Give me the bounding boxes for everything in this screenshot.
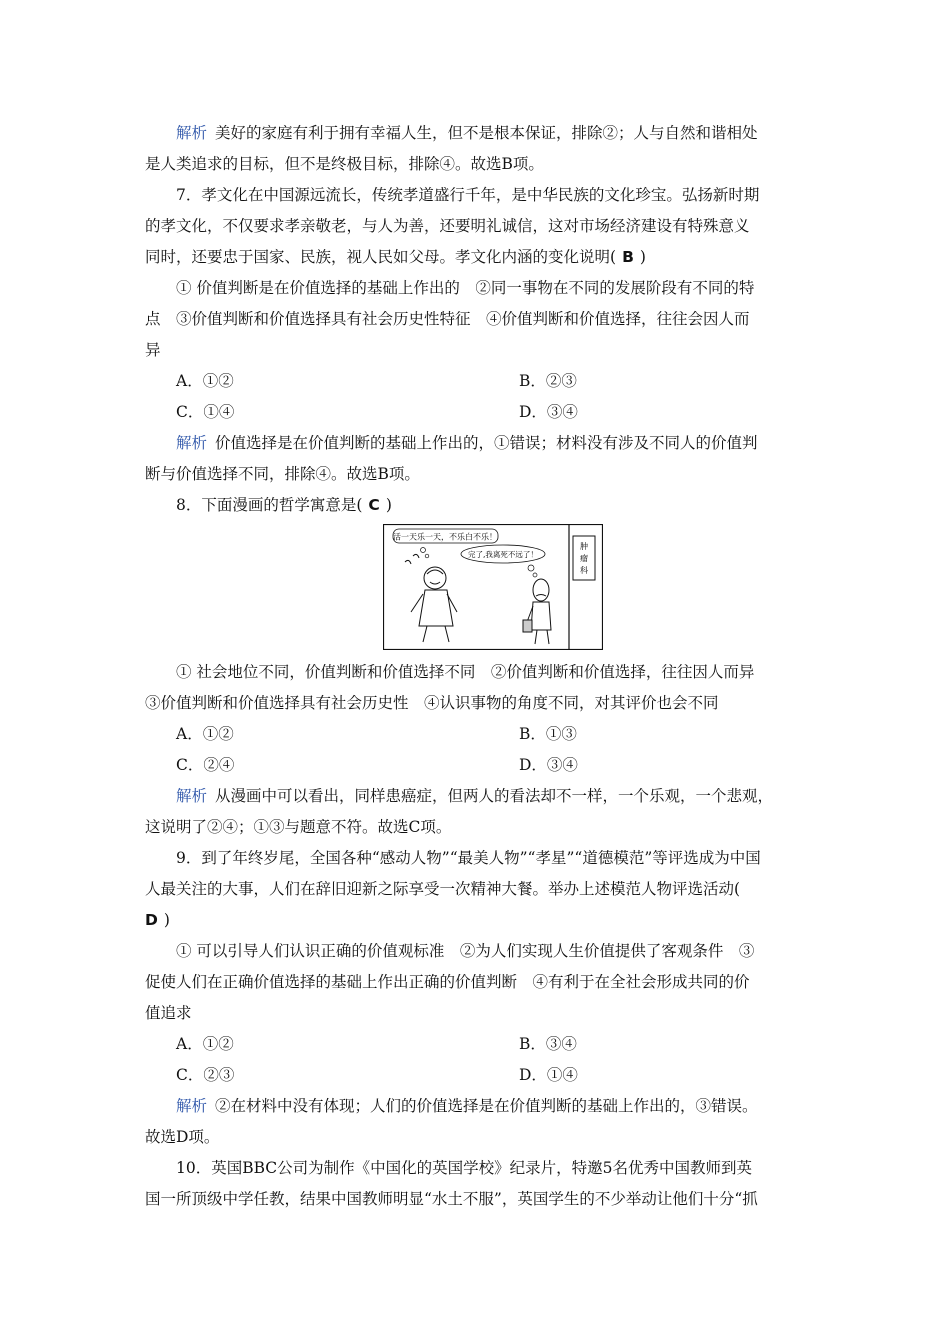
q6-analysis-line1: 美好的家庭有利于拥有幸福人生，但不是根本保证，排除②；人与自然和谐相处: [215, 124, 758, 142]
analysis-label: 解析: [176, 1097, 208, 1115]
q9-close-paren: ): [163, 911, 170, 929]
q7-choice-c: C．①④: [176, 403, 235, 421]
q9-analysis-line1: ②在材料中没有体现；人们的价值选择是在价值判断的基础上作出的，③错误。: [215, 1097, 758, 1115]
q10-stem-line1: 10．英国BBC公司为制作《中国化的英国学校》纪录片，特邀5名优秀中国教师到英: [176, 1159, 753, 1177]
q9-choice-b: B．③④: [519, 1035, 577, 1053]
q8-stem-text: 8．下面漫画的哲学寓意是(: [176, 496, 363, 514]
q8-close-paren: ): [385, 496, 392, 514]
q7-choices-row1: [176, 369, 577, 393]
q7-analysis-line2: 断与价值选择不同，排除④。故选B项。: [145, 465, 420, 483]
q9-options-line3: 值追求: [145, 1004, 192, 1022]
q8-analysis-line2: 这说明了②④；①③与题意不符。故选C项。: [145, 818, 452, 836]
cartoon-sign-char-1: 肿: [580, 542, 588, 551]
q7-options-line1: ① 价值判断是在价值选择的基础上作出的 ②同一事物在不同的发展阶段有不同的特: [176, 279, 755, 297]
q8-choice-a: A．①②: [176, 725, 234, 743]
q8-choice-c: C．②④: [176, 756, 235, 774]
q6-analysis: [176, 121, 758, 145]
cartoon-bubble-left-text: 活一天乐一天，不乐白不乐！: [393, 532, 497, 542]
q7-options-line2: 点 ③价值判断和价值选择具有社会历史性特征 ④价值判断和价值选择，往往会因人而: [145, 310, 750, 328]
q7-choice-d: D．③④: [519, 403, 578, 421]
q7-choices-row2: [176, 400, 578, 424]
q8-choice-d: D．③④: [519, 756, 578, 774]
q9-answer: D: [145, 911, 158, 929]
analysis-label: 解析: [176, 787, 208, 805]
q8-cartoon: [383, 524, 603, 650]
q7-stem-line3: [145, 245, 646, 269]
q9-choice-c: C．②③: [176, 1066, 235, 1084]
q8-stem: [176, 493, 392, 517]
cartoon-sign-char-3: 科: [580, 566, 588, 575]
q9-choice-d: D．①④: [519, 1066, 578, 1084]
q9-analysis: [176, 1094, 758, 1118]
q7-stem-text: 同时，还要忠于国家、民族，视人民如父母。孝文化内涵的变化说明(: [145, 248, 617, 266]
q9-choice-a: A．①②: [176, 1035, 234, 1053]
q9-choices-row2: [176, 1063, 578, 1087]
q8-options-line2: ③价值判断和价值选择具有社会历史性 ④认识事物的角度不同，对其评价也会不同: [145, 694, 719, 712]
q9-answer-line: [145, 908, 170, 932]
q8-analysis-line1: 从漫画中可以看出，同样患癌症，但两人的看法却不一样，一个乐观，一个悲观，: [215, 787, 774, 805]
cartoon-bubble-right-text: 完了,我离死不远了！: [468, 550, 538, 559]
q7-answer: B: [622, 248, 634, 266]
q7-analysis-line1: 价值选择是在价值判断的基础上作出的，①错误；材料没有涉及不同人的价值判: [215, 434, 758, 452]
q7-analysis: [176, 431, 758, 455]
q9-options-line1: ① 可以引导人们认识正确的价值观标准 ②为人们实现人生价值提供了客观条件 ③: [176, 942, 755, 960]
q7-close-paren: ): [639, 248, 646, 266]
q9-options-line2: 促使人们在正确价值选择的基础上作出正确的价值判断 ④有利于在全社会形成共同的价: [145, 973, 750, 991]
q8-analysis: [176, 784, 773, 808]
q7-options-line3: 异: [145, 341, 161, 359]
q7-choice-b: B．②③: [519, 372, 577, 390]
q7-stem-line2: 的孝文化，不仅要求孝亲敬老，与人为善，还要明礼诚信，这对市场经济建设有特殊意义: [145, 217, 750, 235]
q7-stem-line1: 7．孝文化在中国源远流长，传统孝道盛行千年，是中华民族的文化珍宝。弘扬新时期: [176, 186, 760, 204]
q8-answer: C: [368, 496, 380, 514]
cartoon-sign-char-2: 瘤: [580, 554, 588, 563]
q9-stem-line1: 9．到了年终岁尾，全国各种“感动人物”“最美人物”“孝星”“道德模范”等评选成为中国: [176, 849, 761, 867]
q8-choice-b: B．①③: [519, 725, 577, 743]
q8-choices-row2: [176, 753, 578, 777]
q6-analysis-line2: 是人类追求的目标，但不是终极目标，排除④。故选B项。: [145, 155, 544, 173]
analysis-label: 解析: [176, 124, 208, 142]
q8-options-line1: ① 社会地位不同，价值判断和价值选择不同 ②价值判断和价值选择，往往因人而异: [176, 663, 755, 681]
q9-stem-line2: 人最关注的大事，人们在辞旧迎新之际享受一次精神大餐。举办上述模范人物评选活动(: [145, 880, 741, 898]
q7-choice-a: A．①②: [176, 372, 234, 390]
q9-choices-row1: [176, 1032, 577, 1056]
q8-choices-row1: [176, 722, 577, 746]
analysis-label: 解析: [176, 434, 208, 452]
q10-stem-line2: 国一所顶级中学任教，结果中国教师明显“水土不服”，英国学生的不少举动让他们十分“抓: [145, 1190, 758, 1208]
q9-analysis-line2: 故选D项。: [145, 1128, 220, 1146]
